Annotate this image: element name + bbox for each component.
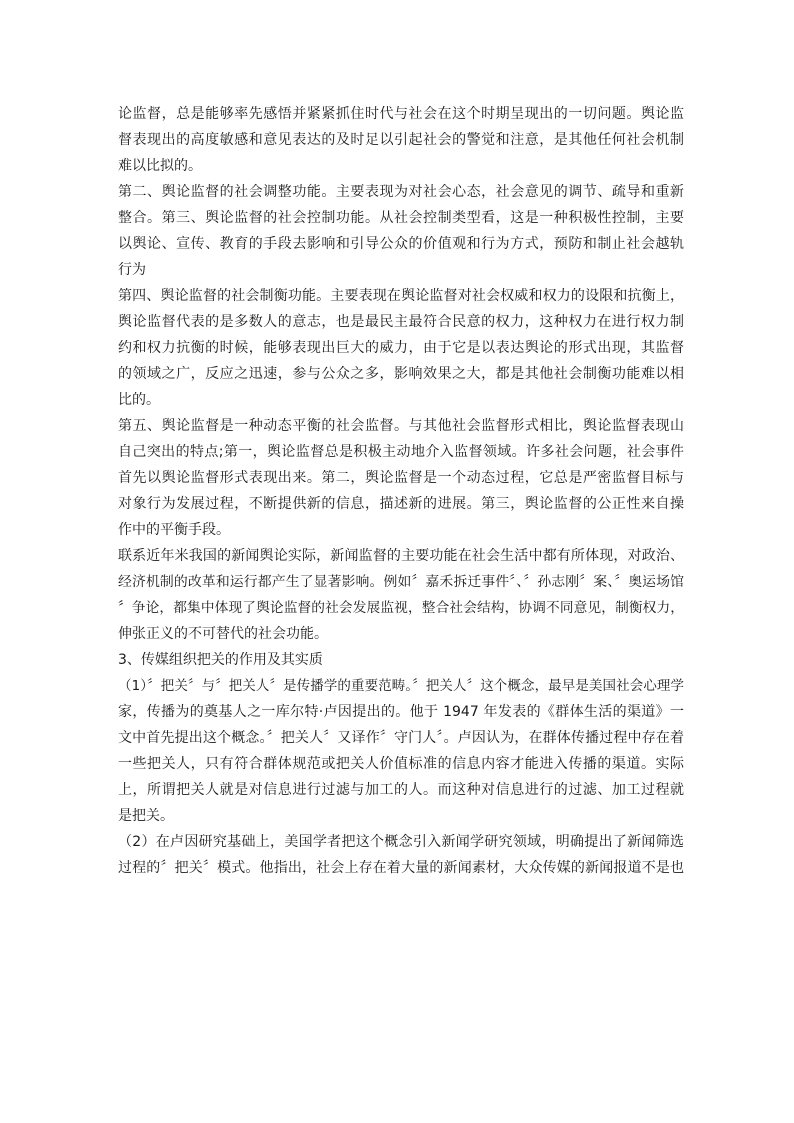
text-line: 过程的〞把关〞模式。他指出，社会上存在着大量的新闻素材，大众传媒的新闻报道不是也 (118, 860, 684, 876)
text-line: 首先以舆论监督形式表现出来。第二，舆论监督是一个动态过程，它总是严密监督目标与 (118, 470, 684, 486)
text-line: 难以比拟的。 (118, 158, 202, 174)
text-line: 第四、舆论监督的社会制衡功能。主要表现在舆论监督对社会权威和权力的设限和抗衡上， (118, 288, 684, 304)
text-line: （1）〞把关〞与〞把关人〞是传播学的重要范畴。〞把关人〞这个概念，最早是美国社会心理学 (118, 678, 684, 694)
section-heading: 3、传媒组织把关的作用及其实质 (118, 652, 323, 668)
text-line: 经济机制的改革和运行都产生了显著影响。例如〞嘉禾拆迁事件〞、〞孙志刚〞案、〞奥运场馆 (118, 574, 684, 590)
text-line: 以舆论、宣传、教育的手段去影响和引导公众的价值观和行为方式，预防和制止社会越轨 (118, 236, 684, 252)
text-line: 家，传播为的奠基人之一库尔特·卢因提出的。他于 1947 年发表的《群体生活的渠道》一 (118, 704, 684, 720)
text-line: 作中的平衡手段。 (118, 522, 230, 538)
text-line: 伸张正义的不可替代的社会功能。 (118, 626, 328, 642)
text-line: 约和权力抗衡的时候，能够表现出巨大的威力，由于它是以表达舆论的形式出现，其监督 (118, 340, 684, 356)
text-line: 督表现出的高度敏感和意见表达的及时足以引起社会的警觉和注意，是其他任何社会机制 (118, 132, 684, 148)
text-line: 对象行为发展过程，不断提供新的信息，描述新的进展。第三，舆论监督的公正性来自操 (118, 496, 684, 512)
text-line: 论监督，总是能够率先感悟并紧紧抓住时代与社会在这个时期呈现出的一切问题。舆论监 (118, 106, 684, 122)
text-line: 第五、舆论监督是一种动态平衡的社会监督。与其他社会监督形式相比，舆论监督表现山 (118, 418, 684, 434)
text-line: 的领域之广，反应之迅速，参与公众之多，影响效果之大，都是其他社会制衡功能难以相 (118, 366, 684, 382)
text-line: （2）在卢因研究基础上，美国学者把这个概念引入新闻学研究领域，明确提出了新闻筛选 (118, 834, 684, 850)
text-line: 一些把关人，只有符合群体规范或把关人价值标准的信息内容才能进入传播的渠道。实际 (118, 756, 684, 772)
document-body (118, 101, 684, 881)
text-line: 第二、舆论监督的社会调整功能。主要表现为对社会心态，社会意见的调节、疏导和重新 (118, 184, 684, 200)
text-line: 是把关。 (118, 808, 174, 824)
text-line: 比的。 (118, 392, 160, 408)
text-line: 自己突出的特点;第一，舆论监督总是积极主动地介入监督领域。许多社会问题，社会事件 (118, 444, 684, 460)
text-line: 上，所谓把关人就是对信息进行过滤与加工的人。而这种对信息进行的过滤、加工过程就 (118, 782, 684, 798)
text-line: 〞争论，都集中体现了舆论监督的社会发展监视，整合社会结构，协调不同意见，制衡权力， (118, 600, 684, 616)
text-line: 整合。第三、舆论监督的社会控制功能。从社会控制类型看，这是一种积极性控制，主要 (118, 210, 684, 226)
text-line: 联系近年米我国的新闻舆论实际，新闻监督的主要功能在社会生活中都有所体现，对政治、 (118, 548, 684, 564)
text-line: 文中首先提出这个概念。〞把关人〞又译作〞守门人〞。卢因认为，在群体传播过程中存在着 (118, 730, 684, 746)
text-line: 行为 (118, 262, 146, 278)
text-line: 舆论监督代表的是多数人的意志，也是最民主最符合民意的权力，这种权力在进行权力制 (118, 314, 684, 330)
